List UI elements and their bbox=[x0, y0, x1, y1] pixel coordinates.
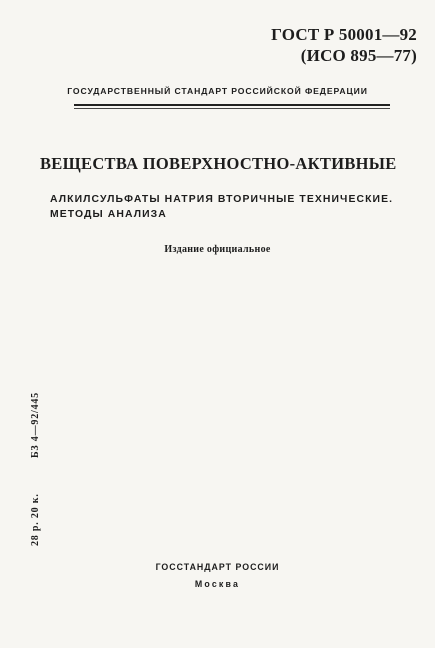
publisher-name: ГОССТАНДАРТ РОССИИ bbox=[155, 562, 280, 572]
heading-rule bbox=[74, 104, 390, 106]
subtitle-line-2: МЕТОДЫ АНАЛИЗА bbox=[50, 209, 167, 220]
subtitle-line-1: АЛКИЛСУЛЬФАТЫ НАТРИЯ ВТОРИЧНЫЕ ТЕХНИЧЕСКИЕ. bbox=[50, 194, 394, 205]
gost-number-line: ГОСТ Р 50001—92 bbox=[271, 25, 417, 44]
side-code: БЗ 4—92/445 bbox=[30, 392, 41, 458]
document-subtitle bbox=[50, 192, 394, 222]
iso-number-line: (ИСО 895—77) bbox=[300, 46, 417, 65]
publisher-city: Москва bbox=[194, 579, 241, 589]
standard-number bbox=[271, 24, 417, 66]
heading-rule-thin bbox=[74, 108, 390, 109]
state-standard-heading: ГОСУДАРСТВЕННЫЙ СТАНДАРТ РОССИЙСКОЙ ФЕДЕРАЦИИ bbox=[67, 86, 368, 96]
document-title: ВЕЩЕСТВА ПОВЕРХНОСТНО-АКТИВНЫЕ bbox=[40, 154, 397, 173]
side-price: 28 р. 20 к. bbox=[30, 493, 41, 546]
edition-note: Издание официальное bbox=[164, 244, 271, 255]
